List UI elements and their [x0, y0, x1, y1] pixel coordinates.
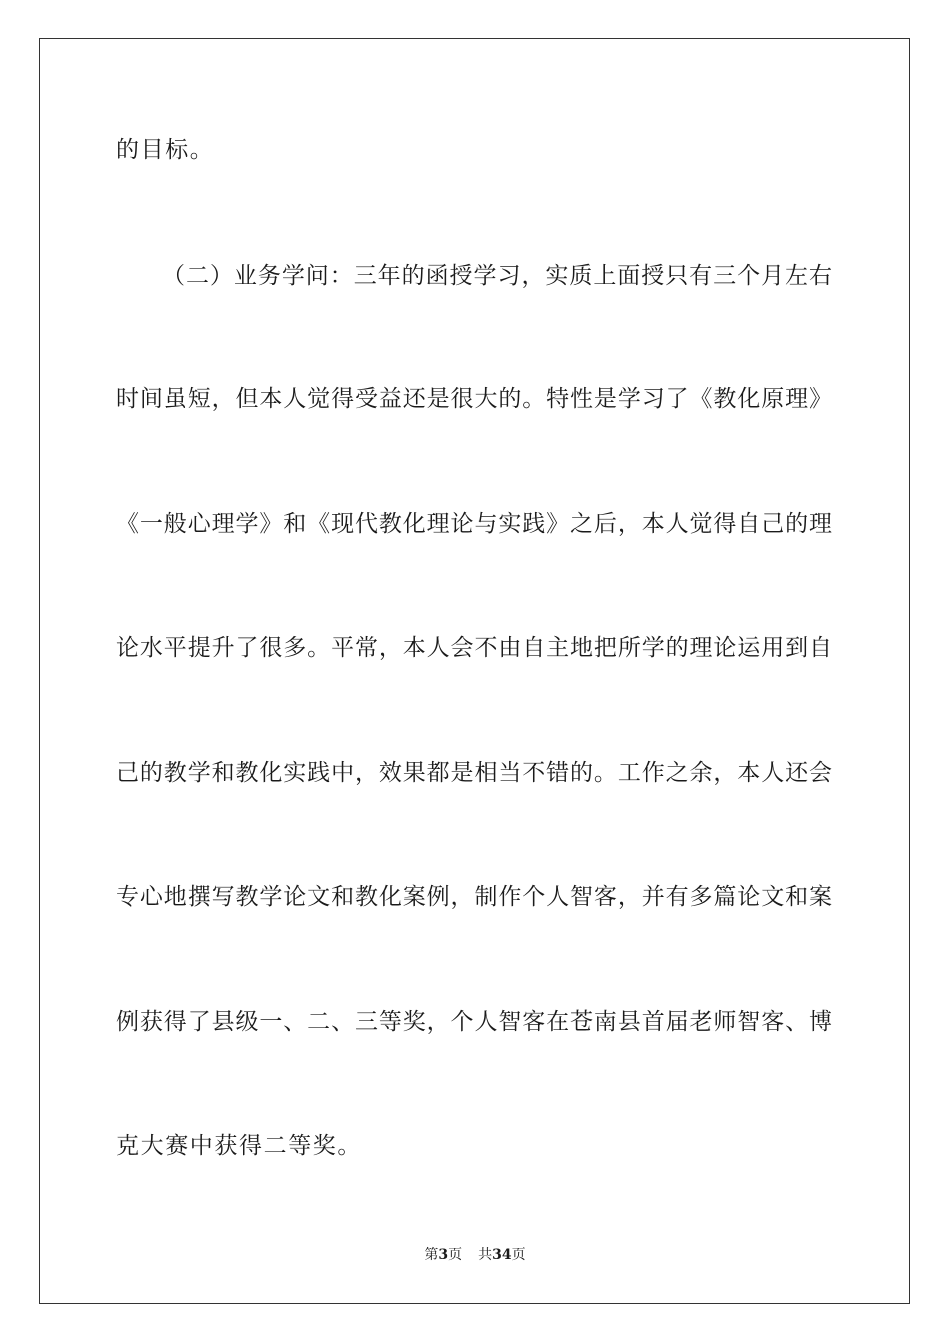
text-line-7: 专心地撰写教学论文和教化案例，制作个人智客，并有多篇论文和案: [116, 884, 832, 910]
text-line-6: 己的教学和教化实践中，效果都是相当不错的。工作之余，本人还会: [116, 760, 832, 786]
footer-total-pages: 34: [492, 1247, 512, 1263]
text-line-1: 的目标。: [116, 137, 215, 163]
footer-total-prefix: 共: [478, 1247, 493, 1263]
text-line-3: 时间虽短，但本人觉得受益还是很大的。特性是学习了《教化原理》: [116, 386, 832, 412]
text-line-8: 例获得了县级一、二、三等奖，个人智客在苍南县首届老师智客、博: [116, 1009, 832, 1035]
text-line-9: 克大赛中获得二等奖。: [116, 1133, 362, 1159]
page-border: [39, 38, 910, 1304]
text-line-5: 论水平提升了很多。平常，本人会不由自主地把所学的理论运用到自: [116, 635, 832, 661]
page-footer: [0, 1246, 950, 1264]
footer-page-suffix: 页: [448, 1247, 463, 1263]
footer-page-number: 3: [438, 1247, 449, 1263]
text-line-2: （二）业务学问：三年的函授学习，实质上面授只有三个月左右: [162, 263, 832, 289]
footer-page-prefix: 第: [424, 1247, 439, 1263]
footer-total-suffix: 页: [511, 1247, 526, 1263]
text-line-4: 《一般心理学》和《现代教化理论与实践》之后，本人觉得自己的理: [116, 511, 832, 537]
